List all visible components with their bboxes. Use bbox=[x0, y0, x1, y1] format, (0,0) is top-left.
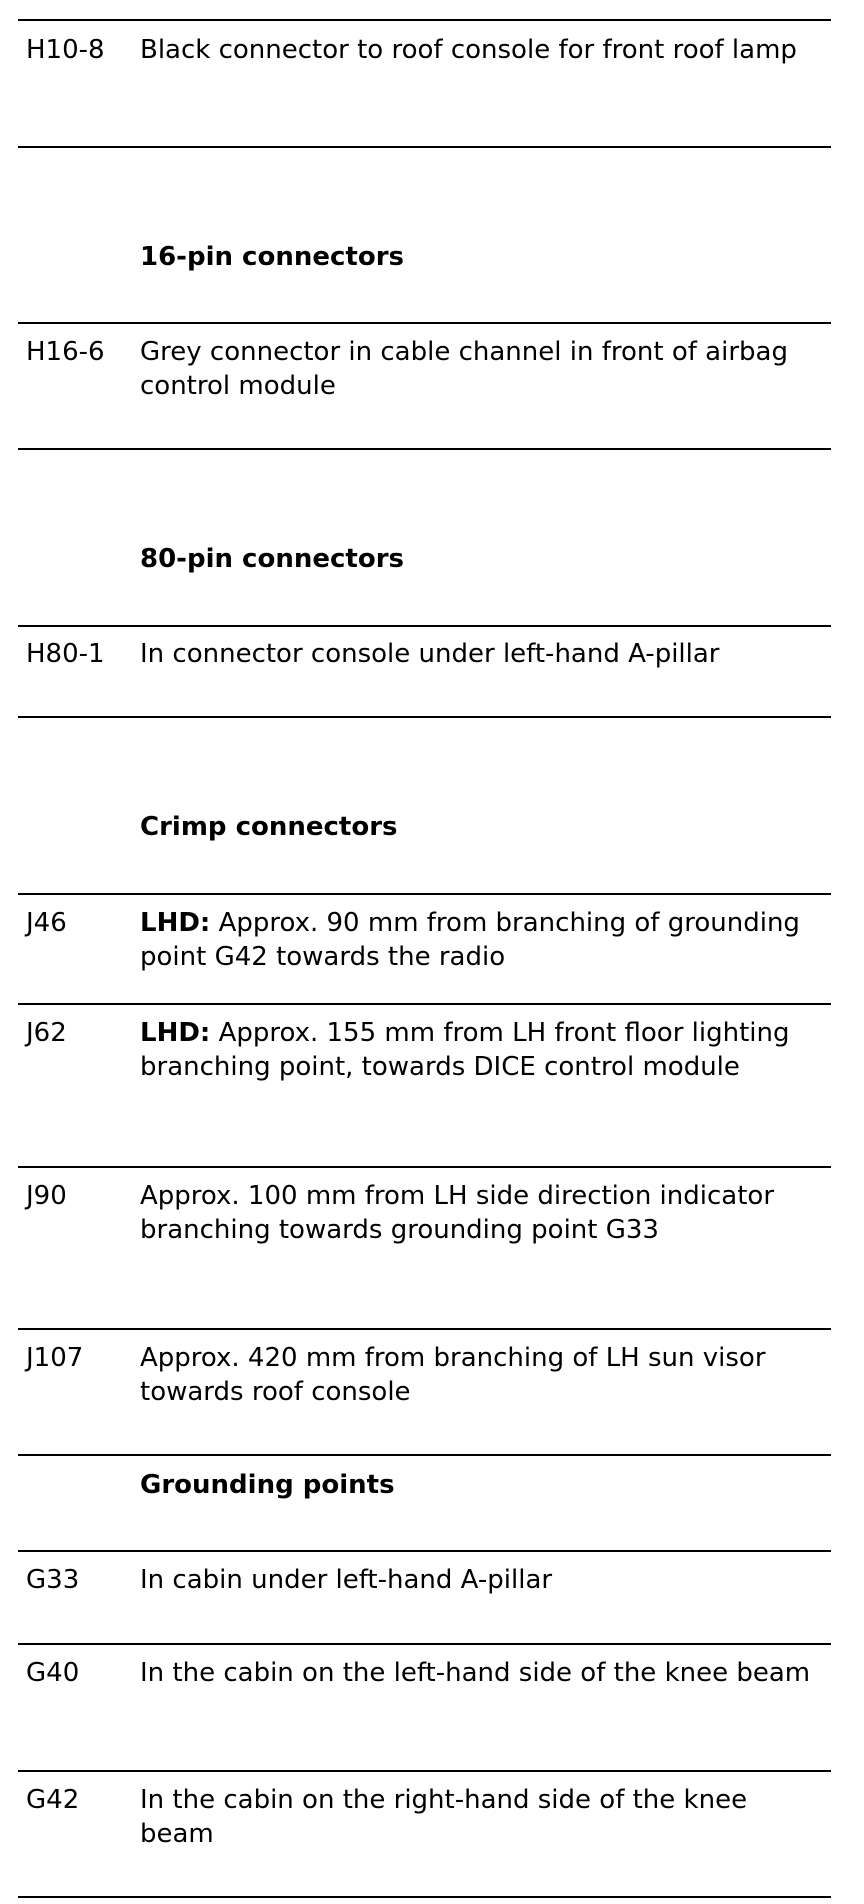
divider bbox=[18, 1643, 831, 1645]
divider bbox=[18, 1166, 831, 1168]
divider bbox=[18, 146, 831, 148]
entry-code: G40 bbox=[26, 1658, 80, 1688]
entry-description bbox=[140, 1016, 820, 1084]
entry-description: In cabin under left-hand A-pillar bbox=[140, 1565, 553, 1595]
entry-description bbox=[140, 906, 820, 974]
divider bbox=[18, 716, 831, 718]
section-heading: Grounding points bbox=[140, 1470, 395, 1500]
entry-prefix: LHD: bbox=[140, 908, 211, 938]
entry-description: Approx. 100 mm from LH side direction indicator branching towards grounding point G33 bbox=[140, 1181, 775, 1245]
divider bbox=[18, 322, 831, 324]
divider bbox=[18, 19, 831, 21]
entry-code: J90 bbox=[26, 1181, 67, 1211]
entry-text: Approx. 155 mm from LH front floor lighting branching point, towards DICE control module bbox=[140, 1018, 790, 1082]
entry-text: Approx. 90 mm from branching of grounding point G42 towards the radio bbox=[140, 908, 800, 972]
entry-code: H10-8 bbox=[26, 35, 105, 65]
entry-code: J62 bbox=[26, 1018, 67, 1048]
entry-code: G42 bbox=[26, 1785, 80, 1815]
divider bbox=[18, 1770, 831, 1772]
section-heading: 80-pin connectors bbox=[140, 544, 404, 574]
entry-description: Grey connector in cable channel in front of airbag control module bbox=[140, 337, 788, 401]
divider bbox=[18, 1454, 831, 1456]
entry-code: G33 bbox=[26, 1565, 80, 1595]
section-heading: 16-pin connectors bbox=[140, 242, 404, 272]
divider bbox=[18, 625, 831, 627]
divider bbox=[18, 1896, 831, 1898]
entry-description: In the cabin on the left-hand side of the knee beam bbox=[140, 1658, 811, 1688]
entry-description: Black connector to roof console for front roof lamp bbox=[140, 35, 797, 65]
entry-code: H16-6 bbox=[26, 337, 105, 367]
divider bbox=[18, 1003, 831, 1005]
section-heading: Crimp connectors bbox=[140, 812, 398, 842]
divider bbox=[18, 1550, 831, 1552]
entry-description: In the cabin on the right-hand side of the knee beam bbox=[140, 1785, 748, 1849]
divider bbox=[18, 893, 831, 895]
entry-description: Approx. 420 mm from branching of LH sun visor towards roof console bbox=[140, 1343, 766, 1407]
entry-code: J46 bbox=[26, 908, 67, 938]
entry-code: H80-1 bbox=[26, 639, 105, 669]
entry-code: J107 bbox=[26, 1343, 84, 1373]
entry-description: In connector console under left-hand A-pillar bbox=[140, 639, 720, 669]
divider bbox=[18, 1328, 831, 1330]
entry-prefix: LHD: bbox=[140, 1018, 211, 1048]
divider bbox=[18, 448, 831, 450]
